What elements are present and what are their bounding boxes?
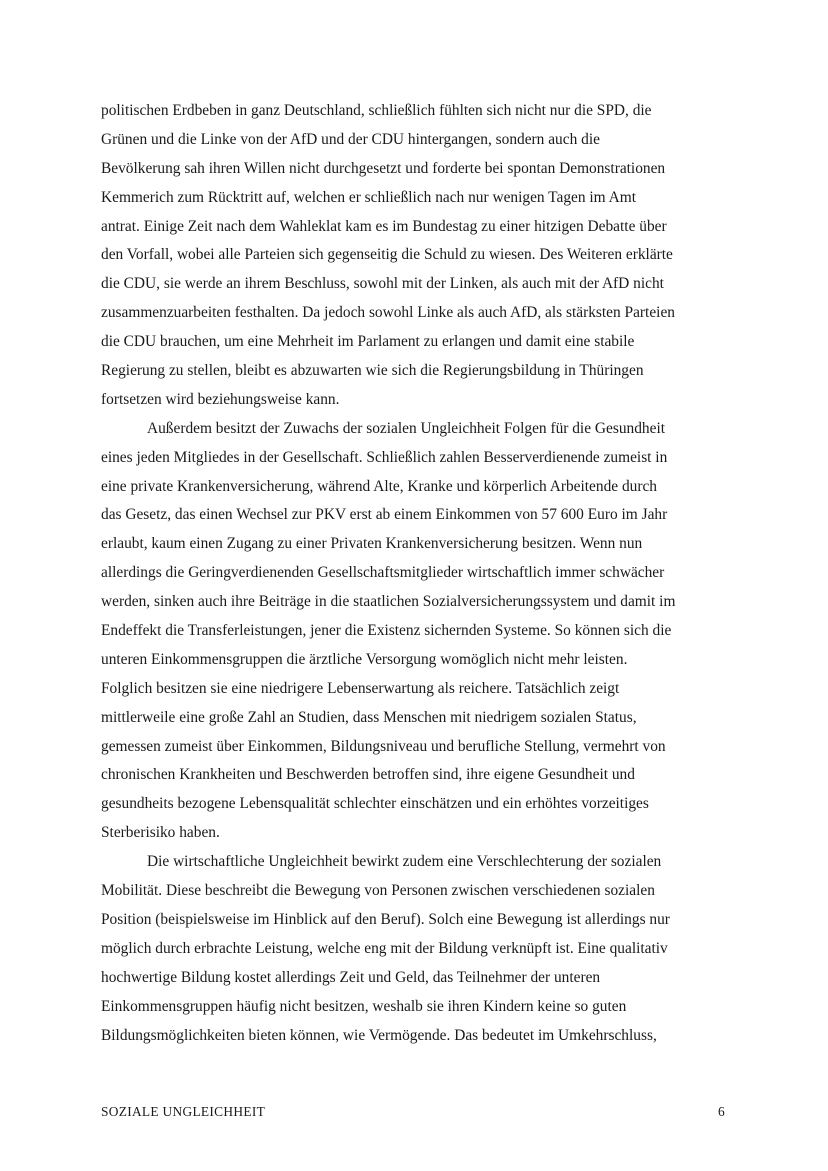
text-line: Einkommensgruppen häufig nicht besitzen, weshalb sie ihren Kindern keine so guten	[101, 997, 627, 1015]
text-line: Folglich besitzen sie eine niedrigere Lebenserwartung als reichere. Tatsächlich zeigt	[101, 679, 620, 697]
text-line: fortsetzen wird beziehungsweise kann.	[101, 390, 340, 408]
text-line: Sterberisiko haben.	[101, 824, 220, 842]
text-line: den Vorfall, wobei alle Parteien sich gegenseitig die Schuld zu wiesen. Des Weiteren erklärte	[101, 246, 673, 264]
text-line: Bildungsmöglichkeiten bieten können, wie Vermögende. Das bedeutet im Umkehrschluss,	[101, 1026, 657, 1044]
text-line: das Gesetz, das einen Wechsel zur PKV erst ab einem Einkommen von 57 600 Euro im Jahr	[101, 506, 668, 524]
text-line: Kemmerich zum Rücktritt auf, welchen er schließlich nach nur wenigen Tagen im Amt	[101, 188, 637, 206]
text-line: hochwertige Bildung kostet allerdings Zeit und Geld, das Teilnehmer der unteren	[101, 968, 601, 986]
text-line: die CDU, sie werde an ihrem Beschluss, sowohl mit der Linken, als auch mit der AfD nicht	[101, 275, 664, 293]
paragraph-3	[101, 848, 728, 1050]
text-line: die CDU brauchen, um eine Mehrheit im Parlament zu erlangen und damit eine stabile	[101, 333, 635, 351]
text-line: politischen Erdbeben in ganz Deutschland, schließlich fühlten sich nicht nur die SPD, die	[101, 102, 652, 119]
text-line: zusammenzuarbeiten festhalten. Da jedoch sowohl Linke als auch AfD, als stärksten Parteien	[101, 304, 675, 322]
text-line: mittlerweile eine große Zahl an Studien, dass Menschen mit niedrigem sozialen Status,	[101, 708, 637, 726]
text-line: Bevölkerung sah ihren Willen nicht durchgesetzt und forderte bei spontan Demonstrationen	[101, 159, 666, 177]
footer-running-title: SOZIALE UNGLEICHHEIT	[101, 1104, 266, 1119]
text-line: Mobilität. Diese beschreibt die Bewegung von Personen zwischen verschiedenen sozialen	[101, 882, 655, 900]
text-line: Endeffekt die Transferleistungen, jener die Existenz sichernden Systeme. So können sich die	[101, 622, 672, 640]
body-text	[101, 97, 728, 1050]
text-line: gemessen zumeist über Einkommen, Bildungsniveau und berufliche Stellung, vermehrt von	[101, 737, 666, 755]
text-line: allerdings die Geringverdienenden Gesellschaftsmitglieder wirtschaftlich immer schwächer	[101, 564, 665, 582]
text-line: eine private Krankenversicherung, während Alte, Kranke und körperlich Arbeitende durch	[101, 477, 657, 495]
paragraph-1	[101, 97, 728, 415]
page-number: 6	[718, 1104, 725, 1119]
text-line: antrat. Einige Zeit nach dem Wahleklat kam es im Bundestag zu einer hitzigen Debatte über	[101, 217, 667, 235]
text-line: unteren Einkommensgruppen die ärztliche Versorgung womöglich nicht mehr leisten.	[101, 650, 628, 668]
text-line: werden, sinken auch ihre Beiträge in die staatlichen Sozialversicherungssystem und damit im	[101, 593, 676, 611]
text-line: chronischen Krankheiten und Beschwerden betroffen sind, ihre eigene Gesundheit und	[101, 766, 635, 784]
text-line: Die wirtschaftliche Ungleichheit bewirkt zudem eine Verschlechterung der sozialen	[147, 853, 662, 871]
text-line: Regierung zu stellen, bleibt es abzuwarten wie sich die Regierungsbildung in Thüringen	[101, 362, 644, 380]
text-line: Position (beispielsweise im Hinblick auf den Beruf). Solch eine Bewegung ist allerdings nur	[101, 910, 670, 928]
text-line: Außerdem besitzt der Zuwachs der sozialen Ungleichheit Folgen für die Gesundheit	[147, 419, 665, 437]
text-line: gesundheits bezogene Lebensqualität schlechter einschätzen und ein erhöhtes vorzeitiges	[101, 795, 649, 813]
text-line: erlaubt, kaum einen Zugang zu einer Privaten Krankenversicherung besitzen. Wenn nun	[101, 535, 643, 553]
text-line: Grünen und die Linke von der AfD und der CDU hintergangen, sondern auch die	[101, 130, 600, 148]
paragraph-2	[101, 415, 728, 848]
text-line: eines jeden Mitgliedes in der Gesellschaft. Schließlich zahlen Besserverdienende zumeist in	[101, 448, 668, 466]
text-line: möglich durch erbrachte Leistung, welche eng mit der Bildung verknüpft ist. Eine qualitativ	[101, 939, 668, 957]
